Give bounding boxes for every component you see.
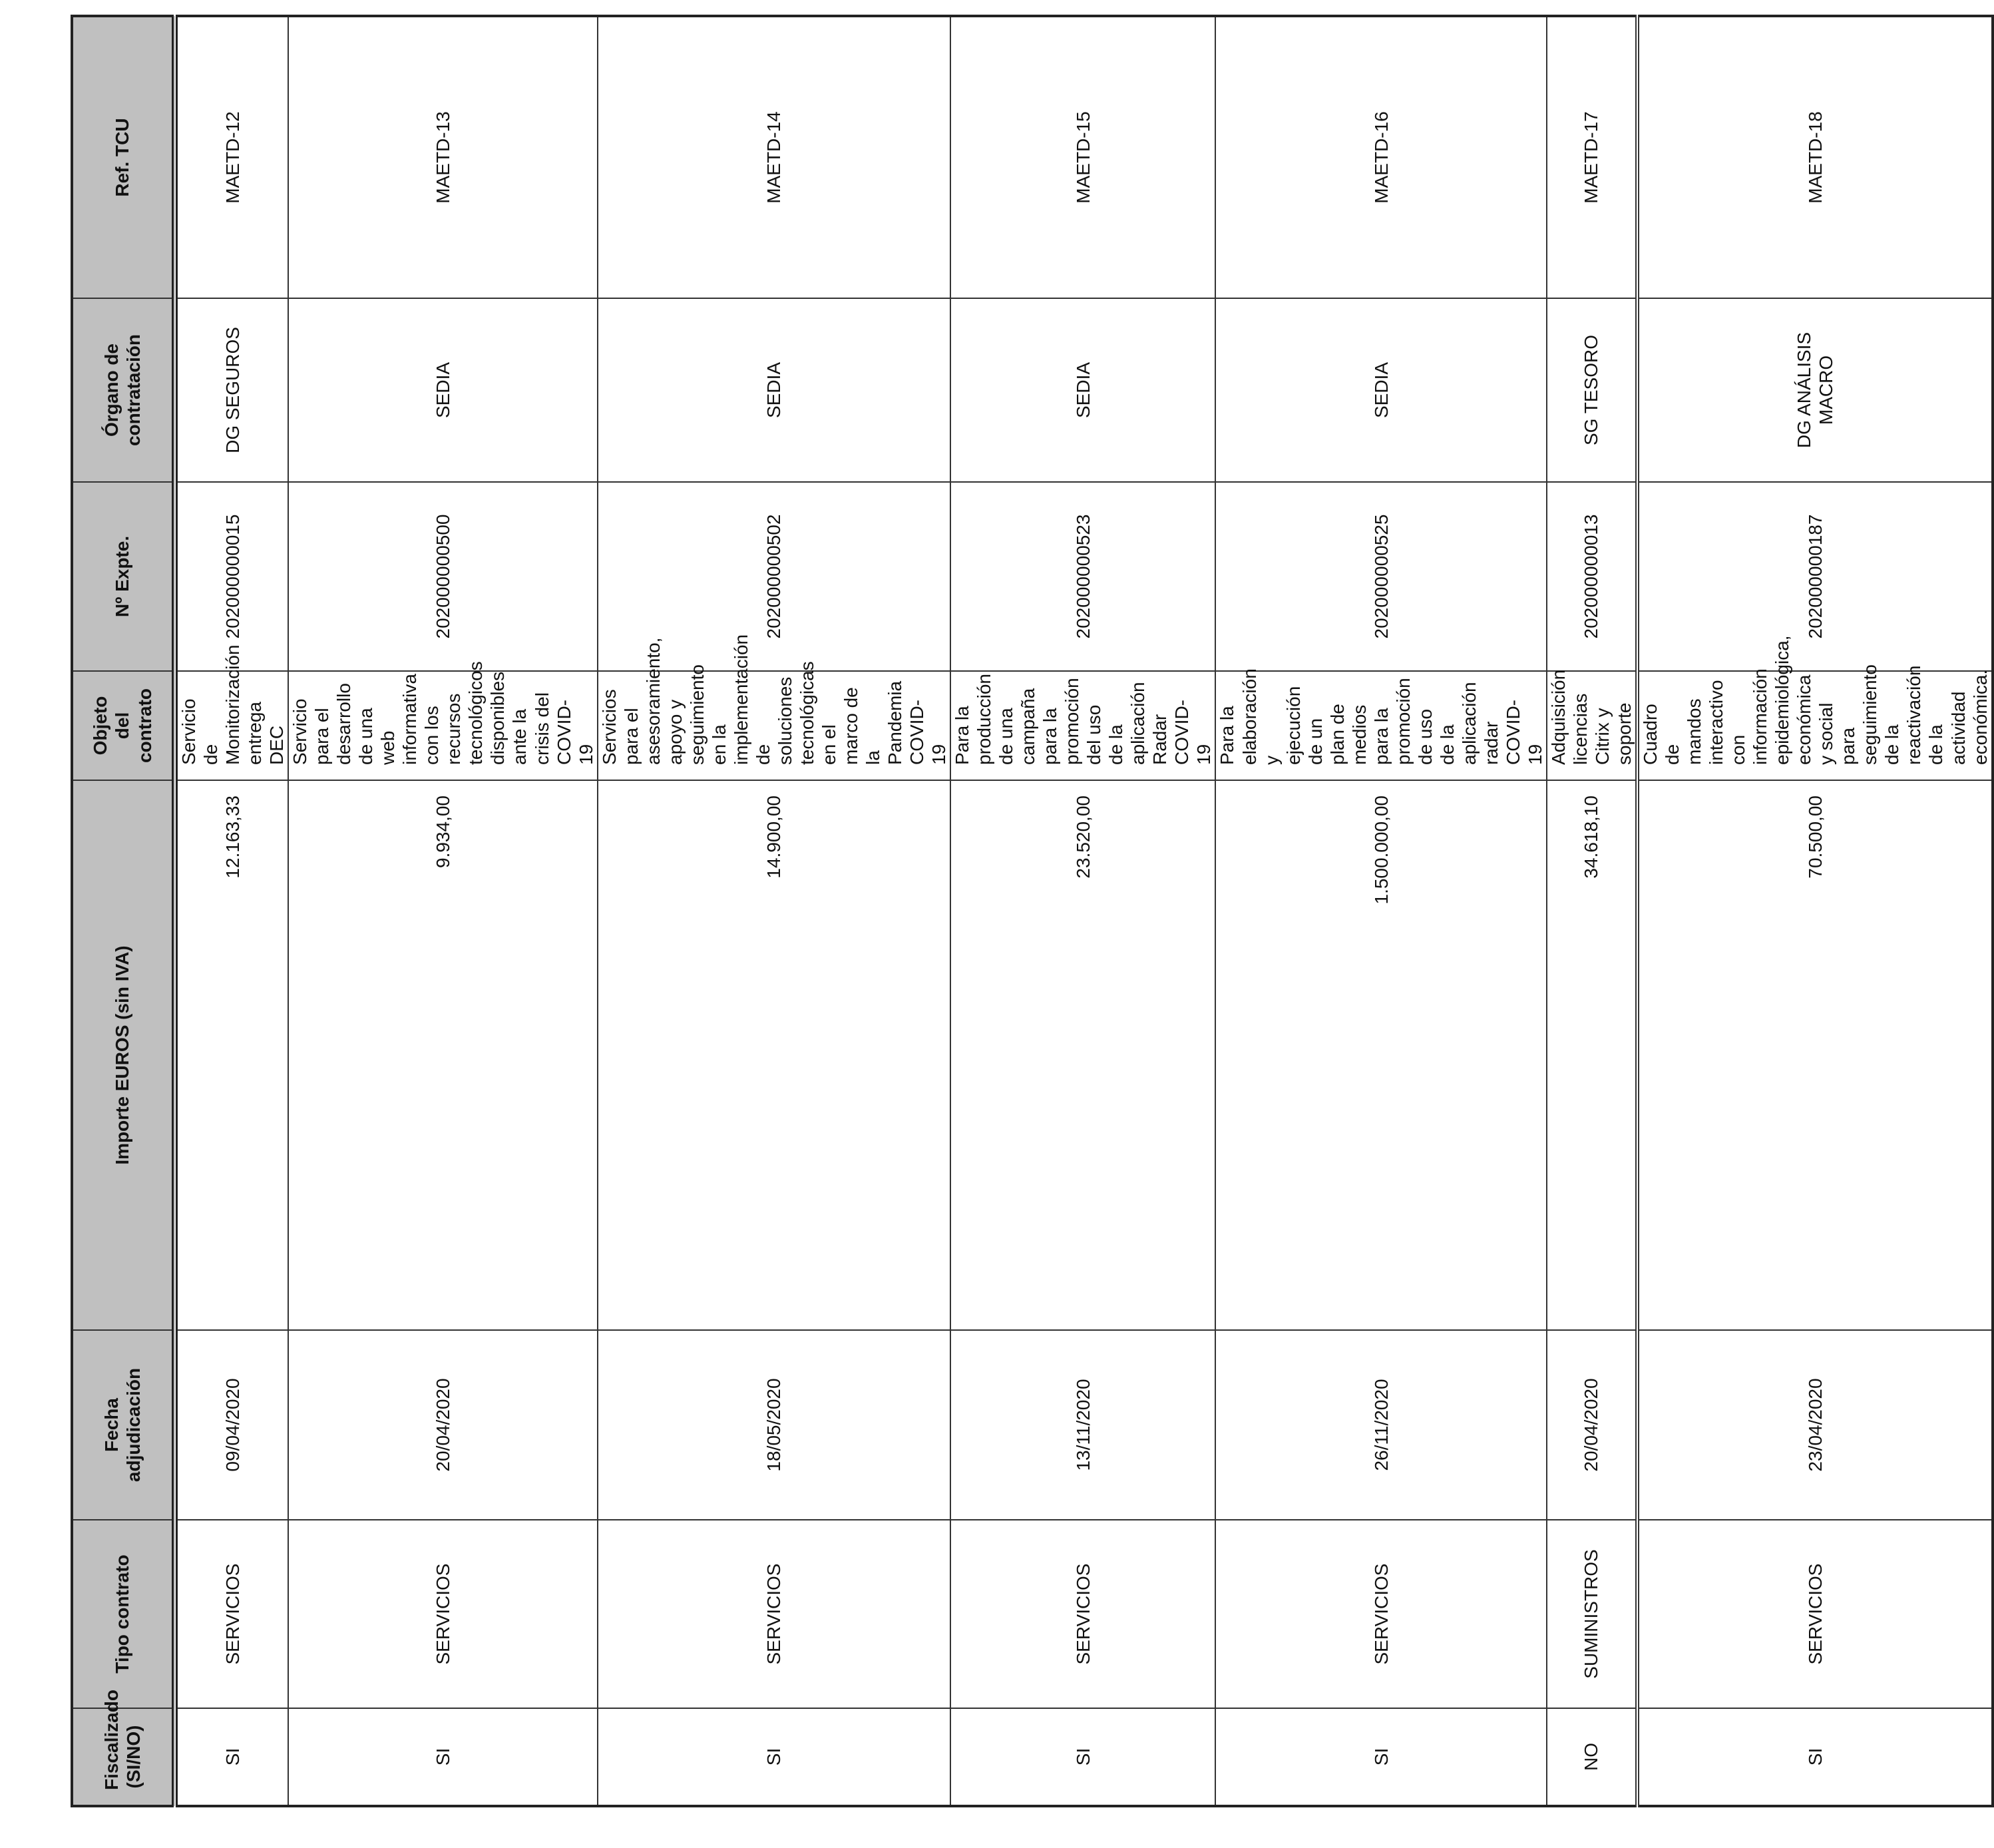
table-row: [1637, 16, 1993, 1806]
cell-expte: 202000000500: [288, 482, 597, 671]
cell-ref-tcu: MAETD-14: [598, 16, 951, 298]
cell-fecha: 18/05/2020: [598, 1330, 951, 1520]
cell-importe: 14.900,00: [598, 780, 951, 1330]
cell-organo: SEDIA: [1215, 298, 1546, 482]
cell-objeto: Servicios para el asesoramiento, apoyo y seguimiento en la implementación de soluciones tecnológicas en el marco de la Pandemia COVID-19: [598, 671, 951, 780]
cell-fiscalizado: SI: [598, 1708, 951, 1806]
cell-organo: SEDIA: [288, 298, 597, 482]
table-row: [1215, 16, 1546, 1806]
cell-fiscalizado: SI: [288, 1708, 597, 1806]
cell-objeto: Adquisición licencias Citrix y soporte: [1547, 671, 1637, 780]
cell-importe: 12.163,33: [175, 780, 289, 1330]
cell-fecha: 23/04/2020: [1637, 1330, 1993, 1520]
cell-objeto: Servicio para el desarrollo de una web informativa con los recursos tecnológicos disponibles ante la crisis del COVID-19: [288, 671, 597, 780]
cell-tipo-contrato: SUMINISTROS: [1547, 1520, 1637, 1708]
header-row: [72, 16, 175, 1806]
cell-tipo-contrato: SERVICIOS: [598, 1520, 951, 1708]
cell-expte: 202000000525: [1215, 482, 1546, 671]
cell-organo: SEDIA: [950, 298, 1215, 482]
header-expte: Nº Expte.: [72, 482, 175, 671]
cell-tipo-contrato: SERVICIOS: [1215, 1520, 1546, 1708]
contracts-table: [71, 15, 1994, 1807]
cell-expte: 202000000013: [1547, 482, 1637, 671]
cell-importe: 9.934,00: [288, 780, 597, 1330]
cell-ref-tcu: MAETD-16: [1215, 16, 1546, 298]
cell-fiscalizado: SI: [175, 1708, 289, 1806]
header-fiscalizado: Fiscalizado (SI/NO): [72, 1708, 175, 1806]
cell-importe: 23.520,00: [950, 780, 1215, 1330]
cell-expte: 202000000187: [1637, 482, 1993, 671]
cell-ref-tcu: MAETD-18: [1637, 16, 1993, 298]
cell-expte: 202000000523: [950, 482, 1215, 671]
cell-ref-tcu: MAETD-13: [288, 16, 597, 298]
cell-fecha: 09/04/2020: [175, 1330, 289, 1520]
cell-fecha: 20/04/2020: [1547, 1330, 1637, 1520]
cell-fiscalizado: SI: [950, 1708, 1215, 1806]
cell-ref-tcu: MAETD-12: [175, 16, 289, 298]
header-fecha-adjudicacion: Fecha adjudicación: [72, 1330, 175, 1520]
table-row: [1547, 16, 1637, 1806]
cell-organo: SEDIA: [598, 298, 951, 482]
cell-ref-tcu: MAETD-15: [950, 16, 1215, 298]
cell-tipo-contrato: SERVICIOS: [1637, 1520, 1993, 1708]
cell-tipo-contrato: SERVICIOS: [175, 1520, 289, 1708]
cell-fecha: 13/11/2020: [950, 1330, 1215, 1520]
cell-expte: 202000000502: [598, 482, 951, 671]
cell-objeto: Servicio de Monitorización entrega DEC: [175, 671, 289, 780]
cell-fiscalizado: SI: [1637, 1708, 1993, 1806]
table-row: [598, 16, 951, 1806]
cell-importe: 34.618,10: [1547, 780, 1637, 1330]
cell-organo: SG TESORO: [1547, 298, 1637, 482]
cell-organo: DG ANÁLISIS MACRO: [1637, 298, 1993, 482]
cell-tipo-contrato: SERVICIOS: [288, 1520, 597, 1708]
cell-expte: 202000000015: [175, 482, 289, 671]
cell-ref-tcu: MAETD-17: [1547, 16, 1637, 298]
header-tipo-contrato: Tipo contrato: [72, 1520, 175, 1708]
header-ref-tcu: Ref. TCU: [72, 16, 175, 298]
table-row: [288, 16, 597, 1806]
cell-tipo-contrato: SERVICIOS: [950, 1520, 1215, 1708]
header-objeto: Objeto del contrato: [72, 671, 175, 780]
cell-objeto: Para la producción de una campaña para la promoción del uso de la aplicación Radar COVID-19: [950, 671, 1215, 780]
cell-fecha: 20/04/2020: [288, 1330, 597, 1520]
header-importe: Importe EUROS (sin IVA): [72, 780, 175, 1330]
table-row: [175, 16, 289, 1806]
cell-fiscalizado: NO: [1547, 1708, 1637, 1806]
cell-fecha: 26/11/2020: [1215, 1330, 1546, 1520]
cell-organo: DG SEGUROS: [175, 298, 289, 482]
cell-objeto: Cuadro de mandos interactivo con información epidemiológica, económica y social para seguimiento de la reactivación de la actividad económica.: [1637, 671, 1993, 780]
cell-objeto: Para la elaboración y ejecución de un plan de medios para la promoción de uso de la aplicación radar COVID-19: [1215, 671, 1546, 780]
cell-importe: 1.500.000,00: [1215, 780, 1546, 1330]
cell-importe: 70.500,00: [1637, 780, 1993, 1330]
header-organo: Órgano de contratación: [72, 298, 175, 482]
table-row: [950, 16, 1215, 1806]
cell-fiscalizado: SI: [1215, 1708, 1546, 1806]
